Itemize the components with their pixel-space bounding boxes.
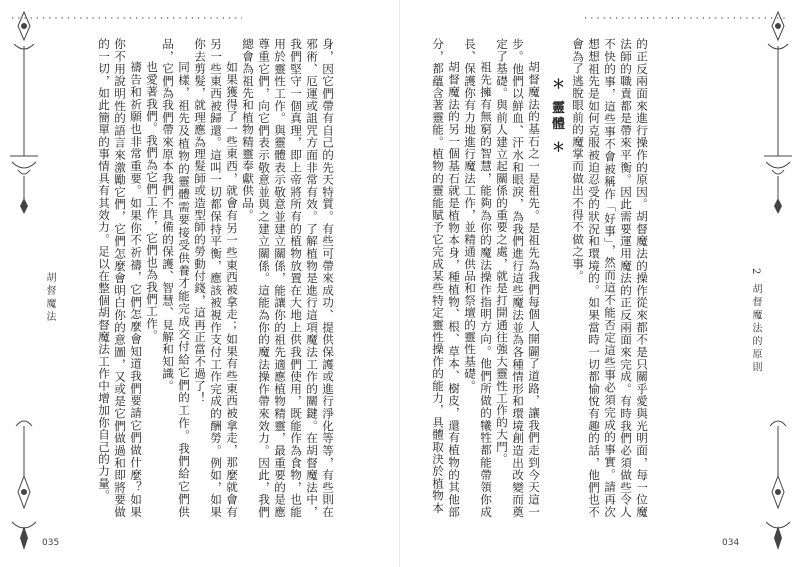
paragraph: 的正反兩面來進行操作的原因。胡督魔法的操作從來都不是只關乎愛與光明面，每一位魔法師的職責都是帶來平衡。因此需要運用魔法的正反兩面來完成。有時我們必須做些令人不快的事，這些事不會被稱作「好事」，然而這不能否定這些事必須完成的事實。請再次想想祖先是如何克服被迫忍受的狀況和環境的。如果當時一切都愉悅有趣的話，他們也不會為了逃脫眼前的魔掌而做出不得不做之事。: [571, 38, 649, 518]
left-border-ornament: [4, 6, 44, 562]
paragraph: 胡督魔法的另一個基石就是植物本身，種植物、根、草本、樹皮，還有植物的其他部分，都蘊含著靈能。植物的靈能賦予它完成某些特定靈性操作的能力，具體取決於植物本: [431, 38, 461, 518]
paragraph: 如果獲得了一些東西，就會有另一些東西被拿走；如果有些東西被拿走，那麼就會有另一些東西被歸還。這叫一切都保持平衡，應該被視作支付工作完成的酬勞。例如，如果你去剪髮，就理應為理髮師或造型師的勞動付錢，這再正當不過了！: [193, 38, 239, 518]
top-dotted-rule-right: [585, 17, 785, 19]
paragraph: 身，因它們帶有自己的先天特質。有些可帶來成功、提供保護或進行淨化等等，有些則在邪術、厄運或詛咒方面非常有效。了解植物是進行這項魔法工作的關鍵。在胡督魔法中，我們堅守一個真理，即上帝將所有的植物放置在大地上供我們使用，既能作為食物，也能用於靈性工作。與靈體表示敬意並建立關係，能讓你的祖先適應植物精靈，最重要的是應尊重它們，向它們表示敬意並與之建立關係。這能為你的魔法操作帶來效力。因此，我們總會為祖先和植物精靈奉獻供品。: [241, 38, 335, 518]
paragraph: 胡督魔法的基石之一是祖先。是祖先為我們每個人開闢了道路，讓我們走到今天這一步。他們以鮮血、汗水和眼淚，為我們進行這些魔法並為各種情形和環境創造出改變而奠定了基礎。與前人建立起關係的重要之處，就是打開通往強大靈性工作的大門。: [495, 38, 541, 518]
right-border-ornament: [758, 6, 798, 562]
section-heading: ＊ 靈體 ＊: [549, 77, 564, 157]
left-page-text: [96, 38, 356, 518]
left-text-column: [96, 38, 336, 518]
page-fold: [399, 0, 400, 567]
paragraph: 祖先擁有無窮的智慧，能夠為你的魔法操作指明方向。他們所做的犧牲都能帶領你成長、保護你有力地進行魔法工作，並精通供品和祭壇的靈性基礎。: [463, 38, 493, 518]
right-page-text: [430, 38, 730, 518]
right-text-column: [430, 38, 650, 518]
right-page-number: 034: [722, 538, 740, 548]
right-running-head: 2 胡督魔法的原則: [750, 268, 761, 375]
paragraph: 同樣，祖先及植物的靈體需要接受供養才能完成交付給它們的工作。我們給它們供品，它們為我們帶來原本我們不具備的保護、智慧、見解和知識。: [161, 38, 191, 518]
paragraph: 也愛著我們。我們為它們工作，它們也為我們工作。: [145, 61, 159, 342]
paragraph: 禱告和祈願也非常重要。如果你不祈禱，它們怎麼會知道我們要請它們做什麼？如果你不用說明性的語言來激勵它們，它們怎麼會明白你的意圖，又或是它們做過和即將要做的一切，如此簡單的事情具有其效力。足以在整個胡督魔法工作中增加你自己的力量。: [97, 38, 143, 518]
top-dotted-rule-left: [12, 17, 242, 19]
left-page-number: 035: [42, 538, 60, 548]
left-running-head: 胡督魔法: [44, 272, 55, 324]
